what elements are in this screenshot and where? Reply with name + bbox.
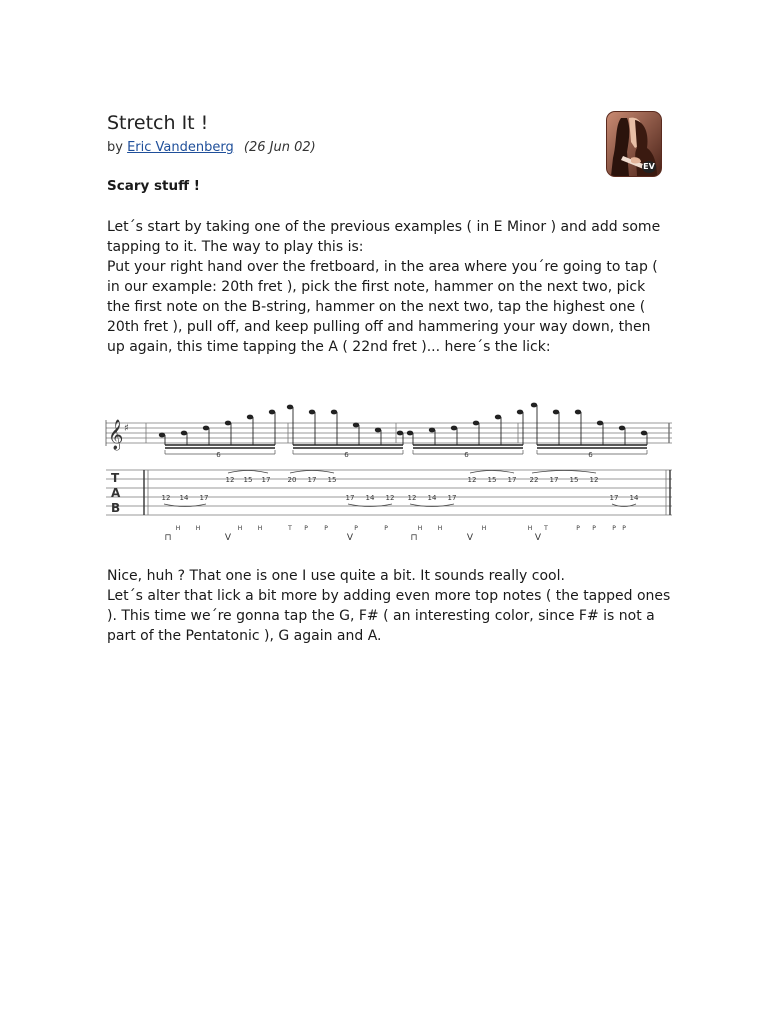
note-head xyxy=(225,421,231,426)
tab-note-b-string: 22 xyxy=(529,476,539,484)
technique-mark: H xyxy=(257,525,263,532)
tab-note-e-string: 17 xyxy=(345,494,355,502)
note-head xyxy=(575,410,581,415)
note-head xyxy=(287,405,293,410)
tab-letter-b: B xyxy=(111,501,121,515)
tab-note-b-string: 15 xyxy=(569,476,579,484)
note-head xyxy=(553,410,559,415)
note-head xyxy=(331,410,337,415)
note-head xyxy=(495,415,501,420)
tab-note-e-string: 14 xyxy=(365,494,375,502)
nice-paragraph: Nice, huh ? That one is one I use quite a bit. It sounds really cool. xyxy=(107,568,565,584)
tuplet-number: 6 xyxy=(588,451,593,459)
key-signature-sharp: ♯ xyxy=(124,423,129,434)
tab-note-e-string: 12 xyxy=(161,494,171,502)
tuplet-number: 6 xyxy=(216,451,221,459)
technique-mark: H xyxy=(195,525,201,532)
notes-layer xyxy=(159,403,647,459)
slur-arc xyxy=(290,471,334,474)
note-head xyxy=(375,428,381,433)
tab-note-b-string: 17 xyxy=(307,476,317,484)
pick-stroke-mark: ⊓ xyxy=(164,533,172,543)
tab-note-e-string: 17 xyxy=(447,494,457,502)
technique-mark: H xyxy=(481,525,487,532)
tab-note-e-string: 12 xyxy=(385,494,395,502)
note-head xyxy=(517,410,523,415)
technique-mark: P xyxy=(304,525,308,532)
note-head xyxy=(353,423,359,428)
technique-mark: P xyxy=(324,525,328,532)
note-head xyxy=(397,431,403,436)
music-staff xyxy=(106,420,672,446)
note-head xyxy=(203,426,209,431)
pick-stroke-mark: V xyxy=(346,533,354,543)
tab-note-e-string: 14 xyxy=(629,494,639,502)
treble-clef-icon: 𝄞 xyxy=(108,420,124,450)
pick-stroke-mark: V xyxy=(224,533,232,543)
technique-mark: P xyxy=(622,525,626,532)
technique-mark: T xyxy=(288,525,292,532)
instructions-paragraph: Put your right hand over the fretboard, in the area where you´re going to tap ( in our example: 20th fret ), pick the first note, hammer on the next two, pick the first note on the B-string, hammer on the next two, tap the highest one ( 20th fret ), pull off, and keep pulling off and hammering your way down, then up again, this time tapping the A ( 22nd fret )... here´s the lick: xyxy=(107,259,658,355)
author-avatar xyxy=(607,112,661,176)
slur-arc xyxy=(470,471,514,474)
tab-note-e-string: 14 xyxy=(179,494,189,502)
technique-mark: P xyxy=(576,525,580,532)
slur-arc xyxy=(532,471,596,474)
tab-note-e-string: 14 xyxy=(427,494,437,502)
note-head xyxy=(641,431,647,436)
note-head xyxy=(597,421,603,426)
pick-stroke-mark: ⊓ xyxy=(410,533,418,543)
note-head xyxy=(429,428,435,433)
tab-note-b-string: 15 xyxy=(327,476,337,484)
technique-mark: H xyxy=(437,525,443,532)
technique-mark: P xyxy=(612,525,616,532)
tab-letter-t: T xyxy=(111,471,120,485)
note-head xyxy=(619,426,625,431)
technique-mark: H xyxy=(237,525,243,532)
technique-mark: P xyxy=(354,525,358,532)
note-head xyxy=(159,433,165,438)
slur-arc xyxy=(228,471,268,474)
note-head xyxy=(181,431,187,436)
pick-stroke-mark: V xyxy=(534,533,542,543)
note-head xyxy=(531,403,537,408)
technique-mark: P xyxy=(592,525,596,532)
alter-paragraph: Let´s alter that lick a bit more by adding even more top notes ( the tapped ones ). This time we´re gonna tap the G, F# ( an interesting color, since F# is not a part of the Pentatonic ), G again and A. xyxy=(107,588,671,644)
technique-mark: P xyxy=(384,525,388,532)
technique-mark: H xyxy=(417,525,423,532)
tab-note-b-string: 17 xyxy=(507,476,517,484)
tab-note-b-string: 12 xyxy=(589,476,599,484)
section-subtitle: Scary stuff ! xyxy=(107,178,200,194)
byline xyxy=(107,140,316,155)
tab-letter-a: A xyxy=(111,486,121,500)
tuplet-number: 6 xyxy=(464,451,469,459)
intro-paragraph: Let´s start by taking one of the previous examples ( in E Minor ) and add some tapping to it. The way to play this is: xyxy=(107,219,661,255)
pick-stroke-mark: V xyxy=(466,533,474,543)
tab-numbers xyxy=(162,471,639,507)
guitar-tablature xyxy=(100,394,680,544)
note-head xyxy=(451,426,457,431)
tab-note-e-string: 17 xyxy=(199,494,209,502)
tab-note-b-string: 20 xyxy=(287,476,297,484)
note-head xyxy=(407,431,413,436)
tab-note-b-string: 12 xyxy=(467,476,477,484)
tuplet-number: 6 xyxy=(344,451,349,459)
by-label: by xyxy=(107,140,123,155)
note-head xyxy=(269,410,275,415)
note-head xyxy=(473,421,479,426)
technique-mark: H xyxy=(175,525,181,532)
technique-mark: T xyxy=(544,525,548,532)
tab-note-b-string: 17 xyxy=(549,476,559,484)
tab-note-b-string: 15 xyxy=(243,476,253,484)
tab-note-b-string: 12 xyxy=(225,476,235,484)
author-link[interactable]: Eric Vandenberg xyxy=(127,140,234,155)
note-head xyxy=(247,415,253,420)
article-title: Stretch It ! xyxy=(107,112,209,134)
publish-date: (26 Jun 02) xyxy=(243,140,316,155)
tab-note-b-string: 15 xyxy=(487,476,497,484)
tab-note-e-string: 12 xyxy=(407,494,417,502)
avatar-initials: EV xyxy=(643,162,655,171)
technique-mark: H xyxy=(527,525,533,532)
tab-note-b-string: 17 xyxy=(261,476,271,484)
technique-marks xyxy=(164,525,626,543)
tab-staff xyxy=(106,470,672,515)
tab-note-e-string: 17 xyxy=(609,494,619,502)
note-head xyxy=(309,410,315,415)
